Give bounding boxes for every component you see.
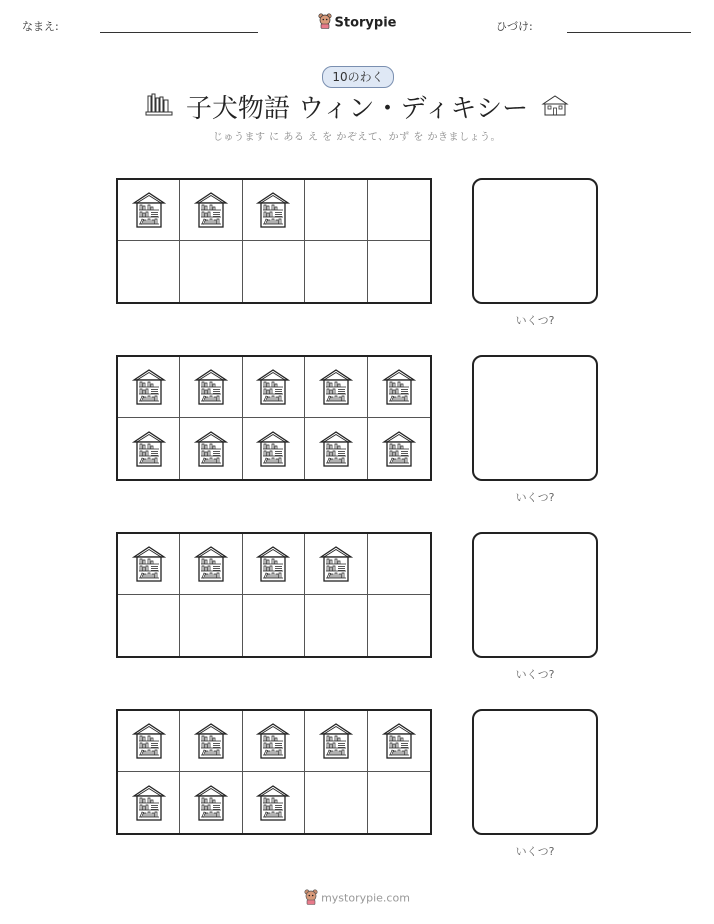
brand-name: Storypie: [334, 15, 397, 31]
frame-cell: [243, 180, 305, 241]
frame-cell: [305, 534, 367, 595]
frame-cell: [305, 711, 367, 772]
frame-cell: [243, 534, 305, 595]
frame-cell: [243, 595, 305, 656]
house-icon: [540, 94, 570, 120]
bear-logo-icon: [318, 13, 332, 33]
footer-url: mystorypie.com: [321, 891, 410, 905]
answer-box-2[interactable]: [472, 355, 598, 481]
frame-cell: [180, 357, 242, 418]
prompt-label-2: いくつ?: [515, 491, 555, 504]
frame-cell: [305, 180, 367, 241]
prompt-label-4: いくつ?: [515, 845, 555, 858]
frame-cell: [180, 241, 242, 302]
frame-cell: [368, 595, 430, 656]
frame-cell: [180, 180, 242, 241]
frame-cell: [118, 534, 180, 595]
frame-cell: [368, 241, 430, 302]
answer-box-4[interactable]: [472, 709, 598, 835]
frame-cell: [180, 711, 242, 772]
brand-logo: [0, 13, 714, 33]
frame-cell: [118, 418, 180, 479]
ten-frame-3: [116, 532, 432, 658]
answer-box-1[interactable]: [472, 178, 598, 304]
frame-cell: [368, 418, 430, 479]
frame-cell: [305, 357, 367, 418]
frame-cell: [243, 241, 305, 302]
date-field[interactable]: [567, 32, 691, 33]
frame-cell: [243, 357, 305, 418]
name-label: なまえ:: [22, 20, 59, 33]
prompt-label-3: いくつ?: [515, 668, 555, 681]
frame-cell: [118, 711, 180, 772]
frame-cell: [243, 711, 305, 772]
frame-cell: [180, 418, 242, 479]
frame-cell: [305, 772, 367, 833]
frame-cell: [118, 772, 180, 833]
page-title: 子犬物語 ウィン・ディキシー: [185, 94, 529, 124]
worksheet-badge: 10のわく: [322, 66, 394, 88]
frame-cell: [118, 180, 180, 241]
frame-cell: [180, 772, 242, 833]
frame-cell: [305, 595, 367, 656]
bear-logo-icon: [304, 889, 318, 908]
instruction-text: じゅうます に ある え を かぞえて、かず を かきましょう。: [212, 132, 502, 143]
frame-cell: [305, 241, 367, 302]
footer: [0, 889, 714, 908]
frame-cell: [368, 772, 430, 833]
answer-box-3[interactable]: [472, 532, 598, 658]
date-label: ひづけ:: [496, 20, 533, 33]
ten-frame-2: [116, 355, 432, 481]
frame-cell: [118, 357, 180, 418]
frame-cell: [368, 180, 430, 241]
frame-cell: [243, 418, 305, 479]
prompt-label-1: いくつ?: [515, 314, 555, 327]
frame-cell: [368, 711, 430, 772]
frame-cell: [118, 595, 180, 656]
ten-frame-4: [116, 709, 432, 835]
frame-cell: [368, 534, 430, 595]
frame-cell: [180, 595, 242, 656]
frame-cell: [368, 357, 430, 418]
frame-cell: [305, 418, 367, 479]
frame-cell: [118, 241, 180, 302]
frame-cell: [243, 772, 305, 833]
ten-frame-1: [116, 178, 432, 304]
frame-cell: [180, 534, 242, 595]
